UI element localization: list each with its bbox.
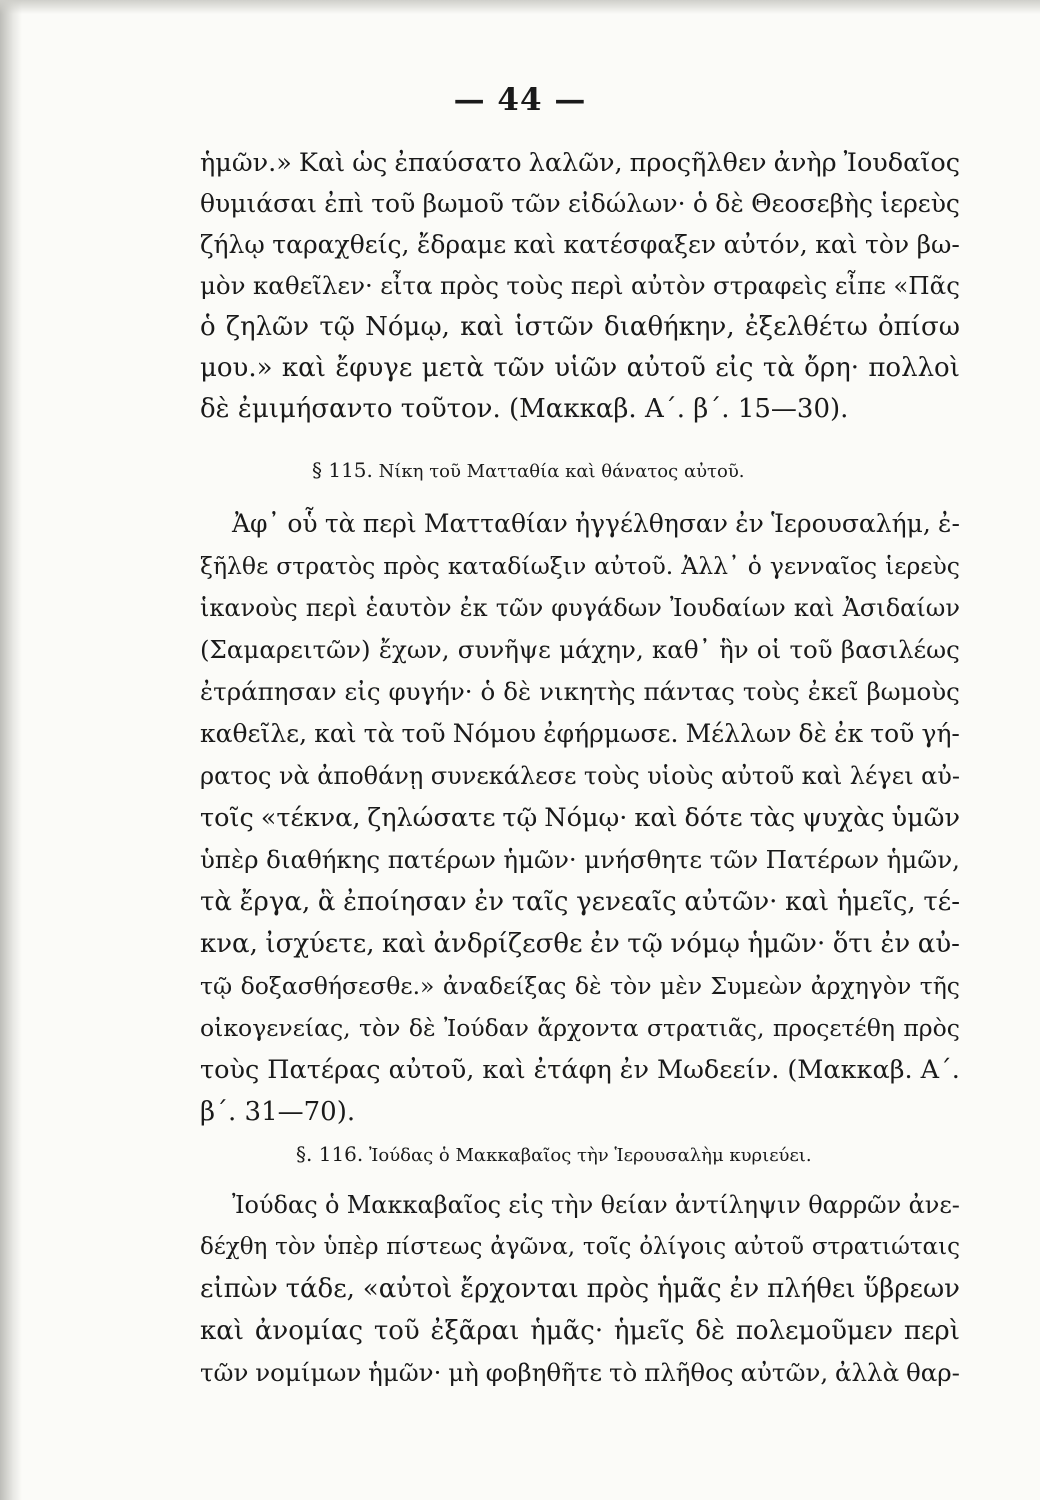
page-top-shadow bbox=[0, 0, 1040, 14]
text-line: θυμιάσαι ἐπὶ τοῦ βωμοῦ τῶν εἰδώλων· ὁ δὲ Θεοσεβὴς ἱερεὺς bbox=[200, 189, 960, 218]
section-title: Ἰούδας ὁ Μακκαβαῖος τὴν Ἱερουσαλὴμ κυριεύει. bbox=[368, 1145, 812, 1166]
text-line: μου.» καὶ ἔφυγε μετὰ τῶν υἱῶν αὐτοῦ εἰς τὰ ὄρη· πολλοὶ bbox=[200, 353, 960, 383]
page-number: — 44 — bbox=[453, 82, 587, 118]
text-line: ρατος νὰ ἀποθάνῃ συνεκάλεσε τοὺς υἱοὺς αὐτοῦ καὶ λέγει αὐ- bbox=[200, 762, 960, 790]
text-line: ἡμῶν.» Καὶ ὡς ἐπαύσατο λαλῶν, προςῆλθεν ἀνὴρ Ἰουδαῖος bbox=[200, 148, 960, 178]
section-title: Νίκη τοῦ Ματταθία καὶ θάνατος αὐτοῦ. bbox=[378, 461, 745, 482]
text-line: τὰ ἔργα, ἃ ἐποίησαν ἐν ταῖς γενεαῖς αὐτῶν· καὶ ἡμεῖς, τέ- bbox=[200, 887, 960, 917]
text-line: τοὺς Πατέρας αὐτοῦ, καὶ ἐτάφη ἐν Μωδεείν. (Μακκαβ. Α΄. bbox=[200, 1055, 960, 1085]
text-line: μὸν καθεῖλεν· εἶτα πρὸς τοὺς περὶ αὐτὸν στραφεὶς εἶπε «Πᾶς bbox=[200, 271, 960, 300]
text-line: καὶ ἀνομίας τοῦ ἐξᾶραι ἡμᾶς· ἡμεῖς δὲ πολεμοῦμεν περὶ bbox=[200, 1316, 960, 1346]
section-heading-115 bbox=[312, 458, 745, 484]
section-number: §. 116. bbox=[296, 1142, 364, 1166]
text-line: καθεῖλε, καὶ τὰ τοῦ Νόμου ἐφήρμωσε. Μέλλων δὲ ἐκ τοῦ γή- bbox=[200, 719, 960, 748]
page-edge-shadow bbox=[0, 0, 22, 1500]
text-line: οἰκογενείας, τὸν δὲ Ἰούδαν ἄρχοντα στρατιᾶς, προςετέθη πρὸς bbox=[200, 1014, 960, 1042]
text-line: (Σαμαρειτῶν) ἔχων, συνῆψε μάχην, καθ᾽ ἣν οἱ τοῦ βασιλέως bbox=[200, 635, 960, 664]
text-line: β΄. 31—70). bbox=[200, 1097, 356, 1127]
text-line: ἱκανοὺς περὶ ἑαυτὸν ἐκ τῶν φυγάδων Ἰουδαίων καὶ Ἀσιδαίων bbox=[200, 594, 960, 622]
section-number: § 115. bbox=[312, 458, 373, 482]
text-line: ὁ ζηλῶν τῷ Νόμῳ, καὶ ἱστῶν διαθήκην, ἐξελθέτω ὀπίσω bbox=[200, 312, 960, 342]
text-line: τῷ δοξασθήσεσθε.» ἀναδείξας δὲ τὸν μὲν Συμεὼν ἀρχηγὸν τῆς bbox=[200, 972, 960, 1000]
text-line: Ἀφ᾽ οὗ τὰ περὶ Ματταθίαν ἠγγέλθησαν ἐν Ἱερουσαλήμ, ἐ- bbox=[232, 509, 960, 538]
text-line: κνα, ἰσχύετε, καὶ ἀνδρίζεσθε ἐν τῷ νόμῳ ἡμῶν· ὅτι ἐν αὐ- bbox=[200, 929, 960, 959]
text-line: τοῖς «τέκνα, ζηλώσατε τῷ Νόμῳ· καὶ δότε τὰς ψυχὰς ὑμῶν bbox=[200, 803, 960, 833]
text-line: ζήλῳ ταραχθείς, ἔδραμε καὶ κατέσφαξεν αὐτόν, καὶ τὸν βω- bbox=[200, 230, 960, 259]
text-line: ἐτράπησαν εἰς φυγήν· ὁ δὲ νικητὴς πάντας τοὺς ἐκεῖ βωμοὺς bbox=[200, 677, 960, 706]
text-line: δὲ ἐμιμήσαντο τοῦτον. (Μακκαβ. Α΄. β΄. 15—30). bbox=[200, 394, 849, 424]
text-line: δέχθη τὸν ὑπὲρ πίστεως ἀγῶνα, τοῖς ὀλίγοις αὐτοῦ στρατιώταις bbox=[200, 1234, 960, 1260]
text-line: τῶν νομίμων ἡμῶν· μὴ φοβηθῆτε τὸ πλῆθος αὐτῶν, ἀλλὰ θαρ- bbox=[200, 1358, 960, 1387]
text-line: εἰπὼν τάδε, «αὐτοὶ ἔρχονται πρὸς ἡμᾶς ἐν πλήθει ὕβρεων bbox=[200, 1274, 960, 1304]
text-line: ὑπὲρ διαθήκης πατέρων ἡμῶν· μνήσθητε τῶν Πατέρων ἡμῶν, bbox=[200, 845, 960, 874]
text-line: ξῆλθε στρατὸς πρὸς καταδίωξιν αὐτοῦ. Ἀλλ᾽ ὁ γενναῖος ἱερεὺς bbox=[200, 552, 960, 580]
section-heading-116 bbox=[296, 1142, 812, 1168]
text-line: Ἰούδας ὁ Μακκαβαῖος εἰς τὴν θείαν ἀντίληψιν θαρρῶν ἀνε- bbox=[232, 1191, 960, 1219]
